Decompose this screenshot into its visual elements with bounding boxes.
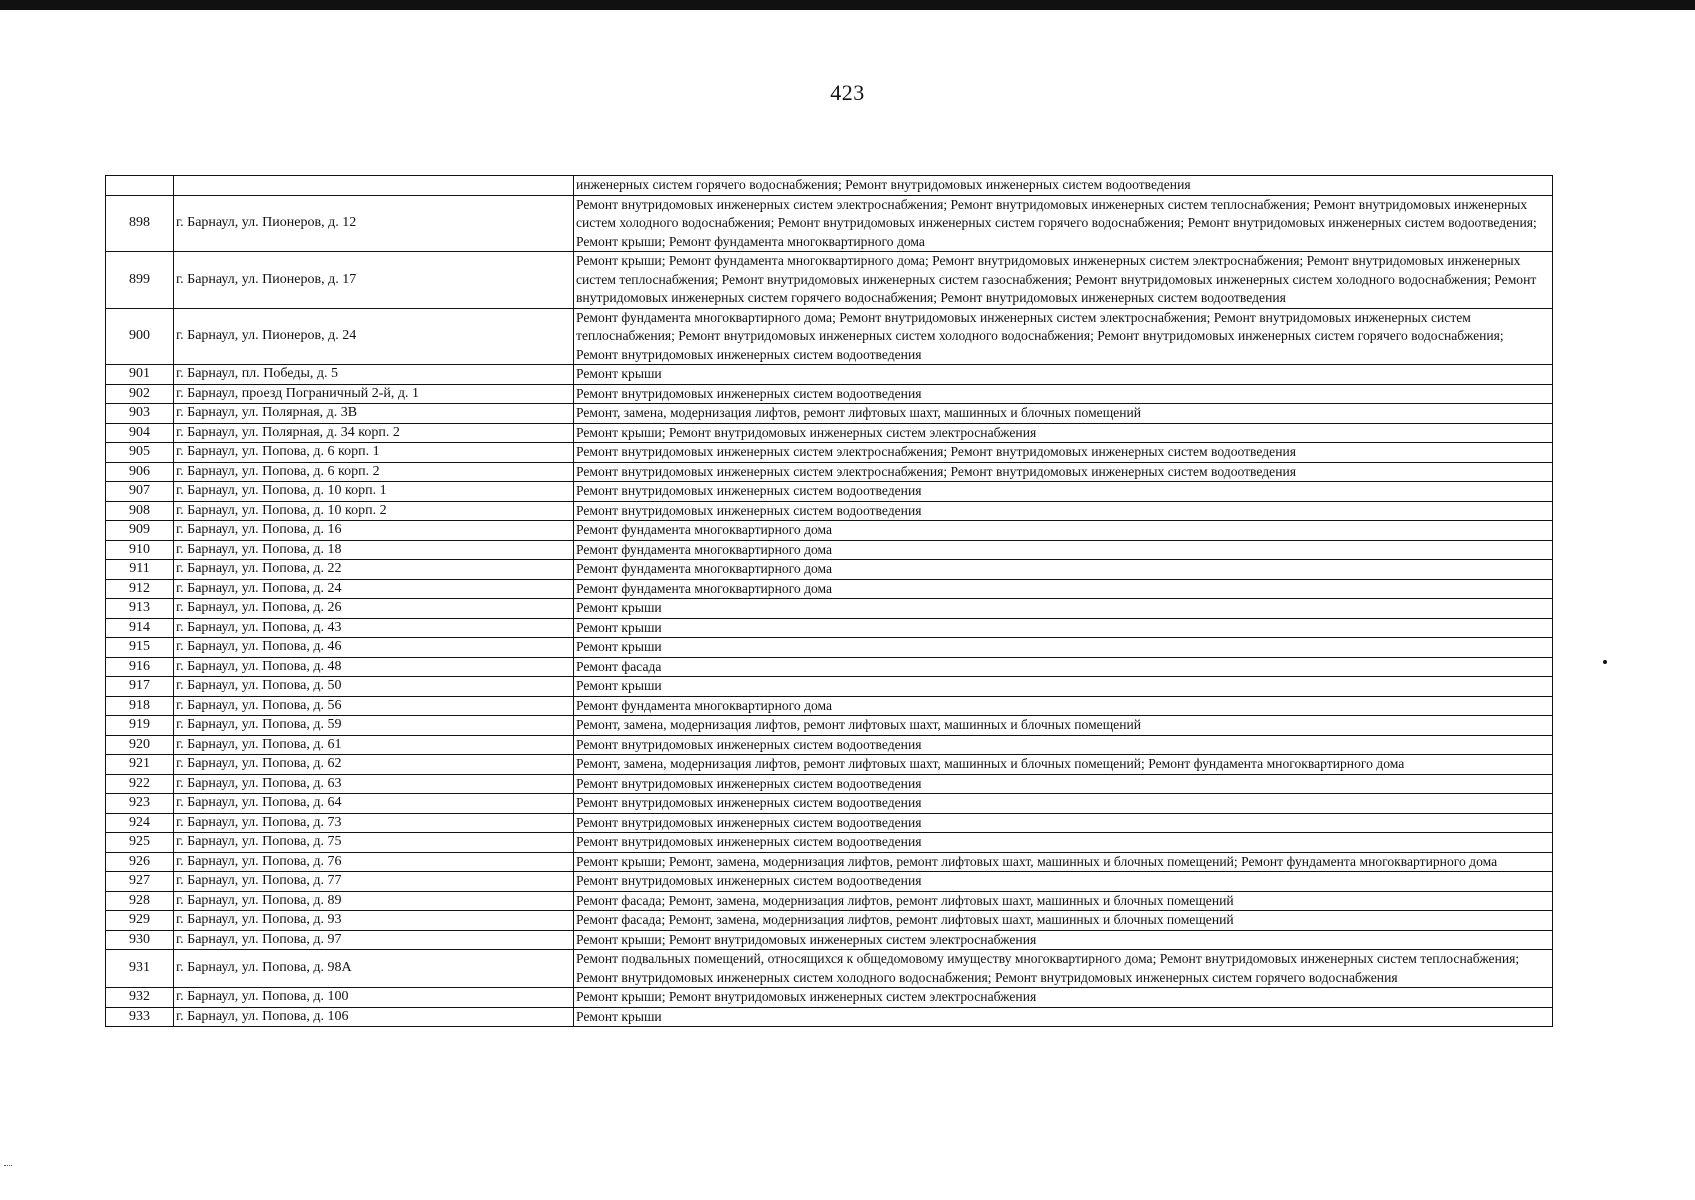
row-work-types: Ремонт крыши bbox=[574, 365, 1553, 385]
row-number: 899 bbox=[106, 252, 174, 309]
row-address: г. Барнаул, ул. Попова, д. 18 bbox=[174, 540, 574, 560]
row-address: г. Барнаул, ул. Попова, д. 62 bbox=[174, 755, 574, 775]
row-work-types: Ремонт крыши; Ремонт внутридомовых инженерных систем электроснабжения bbox=[574, 423, 1553, 443]
row-address: г. Барнаул, ул. Пионеров, д. 17 bbox=[174, 252, 574, 309]
row-work-types: Ремонт крыши bbox=[574, 1007, 1553, 1027]
row-address: г. Барнаул, ул. Попова, д. 46 bbox=[174, 638, 574, 658]
row-number: 913 bbox=[106, 599, 174, 619]
row-address: г. Барнаул, ул. Пионеров, д. 12 bbox=[174, 195, 574, 252]
row-address: г. Барнаул, ул. Попова, д. 26 bbox=[174, 599, 574, 619]
row-address: г. Барнаул, ул. Попова, д. 89 bbox=[174, 891, 574, 911]
row-work-types: Ремонт фундамента многоквартирного дома bbox=[574, 560, 1553, 580]
table-row bbox=[106, 852, 1553, 872]
row-number: 932 bbox=[106, 988, 174, 1008]
row-address: г. Барнаул, ул. Полярная, д. 3В bbox=[174, 404, 574, 424]
row-number: 910 bbox=[106, 540, 174, 560]
row-number: 928 bbox=[106, 891, 174, 911]
table-row bbox=[106, 950, 1553, 988]
table-row bbox=[106, 930, 1553, 950]
row-number: 907 bbox=[106, 482, 174, 502]
table-row bbox=[106, 176, 1553, 196]
row-address: г. Барнаул, ул. Попова, д. 76 bbox=[174, 852, 574, 872]
row-number: 929 bbox=[106, 911, 174, 931]
row-number: 909 bbox=[106, 521, 174, 541]
row-address: г. Барнаул, ул. Полярная, д. 34 корп. 2 bbox=[174, 423, 574, 443]
row-work-types: инженерных систем горячего водоснабжения; Ремонт внутридомовых инженерных систем водоотведения bbox=[574, 176, 1553, 196]
table-row bbox=[106, 252, 1553, 309]
row-work-types: Ремонт фундамента многоквартирного дома; Ремонт внутридомовых инженерных систем электроснабжения; Ремонт внутридомовых инженерных систем теплоснабжения; Ремонт внутридомовых инженерных систем холодного водоснабжения; Ремонт внутридомовых инженерных систем горячего водоснабжения; Ремонт внутридомовых инженерных систем водоотведения bbox=[574, 308, 1553, 365]
repair-table-body bbox=[106, 176, 1553, 1027]
table-row bbox=[106, 794, 1553, 814]
table-row bbox=[106, 423, 1553, 443]
row-work-types: Ремонт крыши bbox=[574, 618, 1553, 638]
row-number: 930 bbox=[106, 930, 174, 950]
row-work-types: Ремонт крыши; Ремонт внутридомовых инженерных систем электроснабжения bbox=[574, 988, 1553, 1008]
row-number bbox=[106, 176, 174, 196]
row-work-types: Ремонт, замена, модернизация лифтов, ремонт лифтовых шахт, машинных и блочных помещений; Ремонт фундамента многоквартирного дома bbox=[574, 755, 1553, 775]
table-row bbox=[106, 813, 1553, 833]
row-address: г. Барнаул, ул. Пионеров, д. 24 bbox=[174, 308, 574, 365]
row-address: г. Барнаул, ул. Попова, д. 64 bbox=[174, 794, 574, 814]
table-row bbox=[106, 462, 1553, 482]
table-row bbox=[106, 833, 1553, 853]
row-address: г. Барнаул, ул. Попова, д. 10 корп. 2 bbox=[174, 501, 574, 521]
row-number: 919 bbox=[106, 716, 174, 736]
row-work-types: Ремонт внутридомовых инженерных систем водоотведения bbox=[574, 813, 1553, 833]
table-row bbox=[106, 911, 1553, 931]
row-number: 920 bbox=[106, 735, 174, 755]
table-row bbox=[106, 540, 1553, 560]
row-address: г. Барнаул, ул. Попова, д. 10 корп. 1 bbox=[174, 482, 574, 502]
row-number: 904 bbox=[106, 423, 174, 443]
row-number: 916 bbox=[106, 657, 174, 677]
page-number: 423 bbox=[830, 80, 865, 105]
table-row bbox=[106, 384, 1553, 404]
row-address: г. Барнаул, ул. Попова, д. 97 bbox=[174, 930, 574, 950]
scan-dot-mark bbox=[1603, 660, 1607, 664]
row-number: 923 bbox=[106, 794, 174, 814]
row-number: 922 bbox=[106, 774, 174, 794]
row-number: 906 bbox=[106, 462, 174, 482]
row-work-types: Ремонт внутридомовых инженерных систем водоотведения bbox=[574, 735, 1553, 755]
table-row bbox=[106, 365, 1553, 385]
table-row bbox=[106, 696, 1553, 716]
table-row bbox=[106, 755, 1553, 775]
row-work-types: Ремонт внутридомовых инженерных систем водоотведения bbox=[574, 482, 1553, 502]
row-address: г. Барнаул, ул. Попова, д. 106 bbox=[174, 1007, 574, 1027]
row-number: 914 bbox=[106, 618, 174, 638]
row-address: г. Барнаул, ул. Попова, д. 56 bbox=[174, 696, 574, 716]
row-number: 901 bbox=[106, 365, 174, 385]
top-scan-border bbox=[0, 0, 1695, 10]
table-row bbox=[106, 195, 1553, 252]
row-work-types: Ремонт фасада bbox=[574, 657, 1553, 677]
row-work-types: Ремонт внутридомовых инженерных систем водоотведения bbox=[574, 794, 1553, 814]
row-number: 927 bbox=[106, 872, 174, 892]
table-row bbox=[106, 443, 1553, 463]
table-row bbox=[106, 774, 1553, 794]
table-row bbox=[106, 404, 1553, 424]
row-address: г. Барнаул, ул. Попова, д. 43 bbox=[174, 618, 574, 638]
table-row bbox=[106, 579, 1553, 599]
table-row bbox=[106, 988, 1553, 1008]
table-row bbox=[106, 657, 1553, 677]
row-address: г. Барнаул, ул. Попова, д. 73 bbox=[174, 813, 574, 833]
table-row bbox=[106, 638, 1553, 658]
row-address: г. Барнаул, ул. Попова, д. 61 bbox=[174, 735, 574, 755]
row-work-types: Ремонт крыши bbox=[574, 677, 1553, 697]
row-address: г. Барнаул, ул. Попова, д. 6 корп. 1 bbox=[174, 443, 574, 463]
row-number: 917 bbox=[106, 677, 174, 697]
row-address bbox=[174, 176, 574, 196]
table-row bbox=[106, 308, 1553, 365]
row-work-types: Ремонт внутридомовых инженерных систем электроснабжения; Ремонт внутридомовых инженерных систем теплоснабжения; Ремонт внутридомовых инженерных систем холодного водоснабжения; Ремонт внутридомовых инженерных систем горячего водоснабжения; Ремонт внутридомовых инженерных систем водоотведения; Ремонт крыши; Ремонт фундамента многоквартирного дома bbox=[574, 195, 1553, 252]
row-work-types: Ремонт внутридомовых инженерных систем электроснабжения; Ремонт внутридомовых инженерных систем водоотведения bbox=[574, 462, 1553, 482]
row-work-types: Ремонт внутридомовых инженерных систем водоотведения bbox=[574, 384, 1553, 404]
table-row bbox=[106, 735, 1553, 755]
row-address: г. Барнаул, проезд Пограничный 2-й, д. 1 bbox=[174, 384, 574, 404]
row-number: 898 bbox=[106, 195, 174, 252]
row-number: 902 bbox=[106, 384, 174, 404]
row-number: 918 bbox=[106, 696, 174, 716]
row-number: 905 bbox=[106, 443, 174, 463]
row-number: 908 bbox=[106, 501, 174, 521]
table-row bbox=[106, 482, 1553, 502]
row-number: 924 bbox=[106, 813, 174, 833]
row-address: г. Барнаул, ул. Попова, д. 16 bbox=[174, 521, 574, 541]
repair-table-container bbox=[105, 175, 1553, 1027]
row-number: 900 bbox=[106, 308, 174, 365]
table-row bbox=[106, 521, 1553, 541]
row-number: 915 bbox=[106, 638, 174, 658]
table-row bbox=[106, 891, 1553, 911]
row-address: г. Барнаул, ул. Попова, д. 6 корп. 2 bbox=[174, 462, 574, 482]
table-row bbox=[106, 677, 1553, 697]
row-work-types: Ремонт внутридомовых инженерных систем водоотведения bbox=[574, 774, 1553, 794]
row-work-types: Ремонт фундамента многоквартирного дома bbox=[574, 521, 1553, 541]
row-work-types: Ремонт крыши bbox=[574, 599, 1553, 619]
row-address: г. Барнаул, ул. Попова, д. 98А bbox=[174, 950, 574, 988]
row-work-types: Ремонт внутридомовых инженерных систем водоотведения bbox=[574, 833, 1553, 853]
row-address: г. Барнаул, ул. Попова, д. 63 bbox=[174, 774, 574, 794]
row-work-types: Ремонт внутридомовых инженерных систем электроснабжения; Ремонт внутридомовых инженерных систем водоотведения bbox=[574, 443, 1553, 463]
row-number: 925 bbox=[106, 833, 174, 853]
row-address: г. Барнаул, ул. Попова, д. 48 bbox=[174, 657, 574, 677]
row-work-types: Ремонт фасада; Ремонт, замена, модернизация лифтов, ремонт лифтовых шахт, машинных и блочных помещений bbox=[574, 911, 1553, 931]
row-work-types: Ремонт, замена, модернизация лифтов, ремонт лифтовых шахт, машинных и блочных помещений bbox=[574, 404, 1553, 424]
row-address: г. Барнаул, ул. Попова, д. 24 bbox=[174, 579, 574, 599]
row-work-types: Ремонт крыши; Ремонт фундамента многоквартирного дома; Ремонт внутридомовых инженерных систем электроснабжения; Ремонт внутридомовых инженерных систем теплоснабжения; Ремонт внутридомовых инженерных систем газоснабжения; Ремонт внутридомовых инженерных систем холодного водоснабжения; Ремонт внутридомовых инженерных систем горячего водоснабжения; Ремонт внутридомовых инженерных систем водоотведения bbox=[574, 252, 1553, 309]
repair-table bbox=[105, 175, 1553, 1027]
row-address: г. Барнаул, ул. Попова, д. 59 bbox=[174, 716, 574, 736]
table-row bbox=[106, 599, 1553, 619]
row-address: г. Барнаул, ул. Попова, д. 22 bbox=[174, 560, 574, 580]
row-address: г. Барнаул, пл. Победы, д. 5 bbox=[174, 365, 574, 385]
row-work-types: Ремонт крыши; Ремонт, замена, модернизация лифтов, ремонт лифтовых шахт, машинных и блочных помещений; Ремонт фундамента многоквартирного дома bbox=[574, 852, 1553, 872]
row-number: 933 bbox=[106, 1007, 174, 1027]
table-row bbox=[106, 872, 1553, 892]
row-work-types: Ремонт крыши bbox=[574, 638, 1553, 658]
row-work-types: Ремонт подвальных помещений, относящихся к общедомовому имуществу многоквартирного дома; Ремонт внутридомовых инженерных систем теплоснабжения; Ремонт внутридомовых инженерных систем холодного водоснабжения; Ремонт внутридомовых инженерных систем горячего водоснабжения bbox=[574, 950, 1553, 988]
scan-corner-mark bbox=[4, 1165, 12, 1168]
row-address: г. Барнаул, ул. Попова, д. 100 bbox=[174, 988, 574, 1008]
row-number: 931 bbox=[106, 950, 174, 988]
row-address: г. Барнаул, ул. Попова, д. 77 bbox=[174, 872, 574, 892]
row-address: г. Барнаул, ул. Попова, д. 75 bbox=[174, 833, 574, 853]
table-row bbox=[106, 618, 1553, 638]
row-work-types: Ремонт, замена, модернизация лифтов, ремонт лифтовых шахт, машинных и блочных помещений bbox=[574, 716, 1553, 736]
table-row bbox=[106, 560, 1553, 580]
row-address: г. Барнаул, ул. Попова, д. 50 bbox=[174, 677, 574, 697]
row-work-types: Ремонт фундамента многоквартирного дома bbox=[574, 579, 1553, 599]
row-number: 921 bbox=[106, 755, 174, 775]
row-work-types: Ремонт внутридомовых инженерных систем водоотведения bbox=[574, 501, 1553, 521]
row-address: г. Барнаул, ул. Попова, д. 93 bbox=[174, 911, 574, 931]
row-number: 912 bbox=[106, 579, 174, 599]
row-work-types: Ремонт фасада; Ремонт, замена, модернизация лифтов, ремонт лифтовых шахт, машинных и блочных помещений bbox=[574, 891, 1553, 911]
row-number: 926 bbox=[106, 852, 174, 872]
table-row bbox=[106, 501, 1553, 521]
row-work-types: Ремонт фундамента многоквартирного дома bbox=[574, 540, 1553, 560]
table-row bbox=[106, 1007, 1553, 1027]
row-work-types: Ремонт крыши; Ремонт внутридомовых инженерных систем электроснабжения bbox=[574, 930, 1553, 950]
row-number: 903 bbox=[106, 404, 174, 424]
row-number: 911 bbox=[106, 560, 174, 580]
row-work-types: Ремонт внутридомовых инженерных систем водоотведения bbox=[574, 872, 1553, 892]
table-row bbox=[106, 716, 1553, 736]
row-work-types: Ремонт фундамента многоквартирного дома bbox=[574, 696, 1553, 716]
